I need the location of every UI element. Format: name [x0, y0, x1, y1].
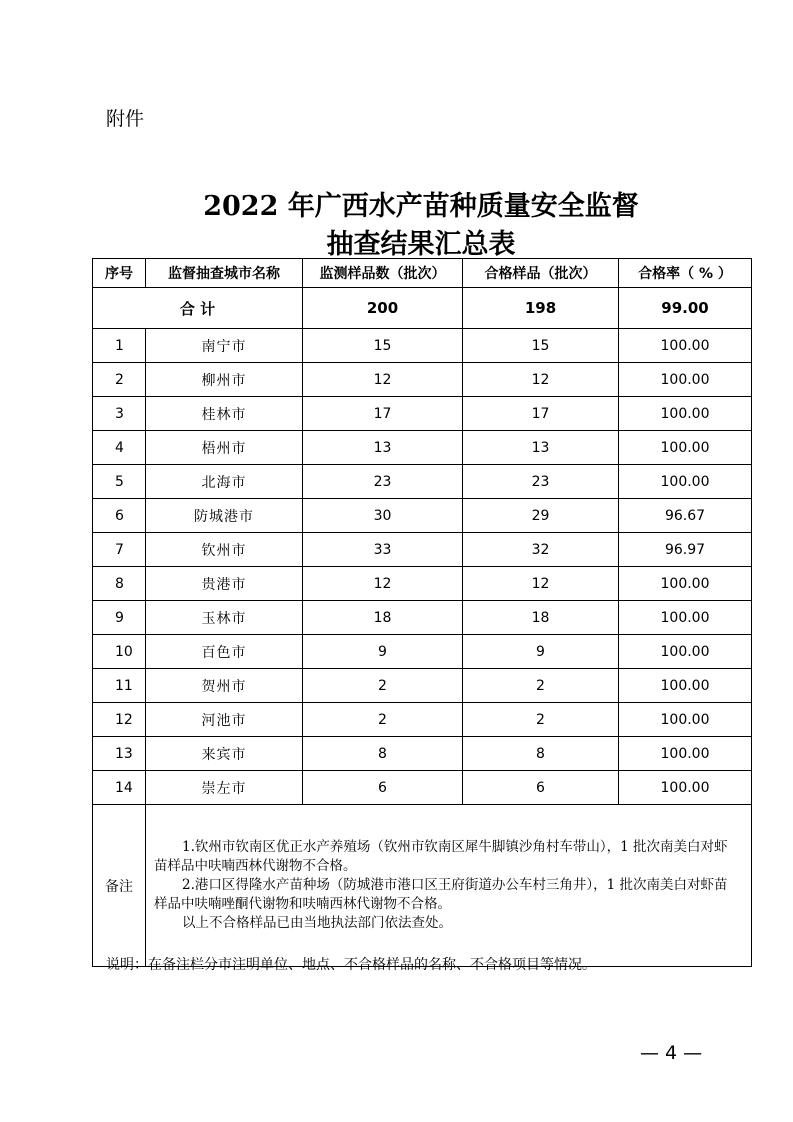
row-qualified: 18	[463, 601, 619, 635]
table-row	[93, 329, 752, 363]
row-samples: 12	[303, 363, 463, 397]
row-rate: 100.00	[619, 567, 752, 601]
row-qualified: 2	[463, 669, 619, 703]
table-row	[93, 669, 752, 703]
row-index: 2	[93, 363, 146, 397]
row-city: 玉林市	[146, 601, 303, 635]
remark-paragraph: 以上不合格样品已由当地执法部门依法查处。	[182, 915, 452, 931]
row-rate: 100.00	[619, 601, 752, 635]
table-row	[93, 465, 752, 499]
row-samples: 30	[303, 499, 463, 533]
row-rate: 100.00	[619, 363, 752, 397]
row-index: 7	[93, 533, 146, 567]
header-index: 序号	[93, 259, 146, 288]
row-rate: 100.00	[619, 669, 752, 703]
table-row	[93, 737, 752, 771]
row-samples: 9	[303, 635, 463, 669]
row-city: 百色市	[146, 635, 303, 669]
row-qualified: 15	[463, 329, 619, 363]
total-samples: 200	[303, 288, 463, 329]
row-samples: 6	[303, 771, 463, 805]
row-city: 来宾市	[146, 737, 303, 771]
remark-label: 备注	[93, 805, 146, 967]
row-index: 1	[93, 329, 146, 363]
row-samples: 23	[303, 465, 463, 499]
remark-content	[146, 805, 752, 967]
row-qualified: 13	[463, 431, 619, 465]
row-city: 防城港市	[146, 499, 303, 533]
row-qualified: 12	[463, 363, 619, 397]
table-row	[93, 499, 752, 533]
table-row	[93, 771, 752, 805]
row-rate: 100.00	[619, 397, 752, 431]
total-row	[93, 288, 752, 329]
row-samples: 33	[303, 533, 463, 567]
row-rate: 100.00	[619, 737, 752, 771]
row-index: 5	[93, 465, 146, 499]
row-index: 12	[93, 703, 146, 737]
row-index: 6	[93, 499, 146, 533]
row-samples: 2	[303, 703, 463, 737]
row-qualified: 2	[463, 703, 619, 737]
table-header-row	[93, 259, 752, 288]
table-row	[93, 635, 752, 669]
row-city: 北海市	[146, 465, 303, 499]
row-city: 柳州市	[146, 363, 303, 397]
row-samples: 2	[303, 669, 463, 703]
row-index: 14	[93, 771, 146, 805]
row-city: 崇左市	[146, 771, 303, 805]
document-title-line2: 抽查结果汇总表	[326, 229, 516, 260]
row-index: 8	[93, 567, 146, 601]
table-row	[93, 533, 752, 567]
row-qualified: 17	[463, 397, 619, 431]
row-samples: 13	[303, 431, 463, 465]
remark-paragraph: 1.钦州市钦南区优正水产养殖场（钦州市钦南区犀牛脚镇沙角村车带山），1 批次南美白对虾苗样品中呋喃西林代谢物不合格。	[154, 839, 728, 874]
total-label: 合 计	[93, 288, 303, 329]
row-index: 13	[93, 737, 146, 771]
row-rate: 100.00	[619, 771, 752, 805]
table-row	[93, 431, 752, 465]
row-qualified: 8	[463, 737, 619, 771]
total-rate: 99.00	[619, 288, 752, 329]
row-rate: 100.00	[619, 635, 752, 669]
row-qualified: 32	[463, 533, 619, 567]
row-index: 3	[93, 397, 146, 431]
table-row	[93, 601, 752, 635]
row-rate: 96.67	[619, 499, 752, 533]
row-index: 9	[93, 601, 146, 635]
table-row	[93, 397, 752, 431]
summary-table	[92, 258, 752, 967]
row-samples: 8	[303, 737, 463, 771]
explanation-note: 说明：在备注栏分市注明单位、地点、不合格样品的名称、不合格项目等情况。	[106, 957, 596, 973]
row-qualified: 23	[463, 465, 619, 499]
row-samples: 12	[303, 567, 463, 601]
row-city: 南宁市	[146, 329, 303, 363]
table-row	[93, 703, 752, 737]
header-rate: 合格率（ % ）	[619, 259, 752, 288]
row-rate: 100.00	[619, 703, 752, 737]
document-title-line1: 2022 年广西水产苗种质量安全监督	[203, 191, 639, 222]
remark-row	[93, 805, 752, 967]
row-rate: 100.00	[619, 329, 752, 363]
row-samples: 17	[303, 397, 463, 431]
row-index: 4	[93, 431, 146, 465]
row-qualified: 9	[463, 635, 619, 669]
attachment-label: 附件	[106, 108, 145, 130]
row-city: 贵港市	[146, 567, 303, 601]
row-city: 河池市	[146, 703, 303, 737]
row-qualified: 6	[463, 771, 619, 805]
row-rate: 100.00	[619, 431, 752, 465]
table-row	[93, 363, 752, 397]
row-index: 11	[93, 669, 146, 703]
row-qualified: 12	[463, 567, 619, 601]
page-number: — 4 —	[640, 1042, 703, 1064]
total-qualified: 198	[463, 288, 619, 329]
row-rate: 96.97	[619, 533, 752, 567]
row-samples: 18	[303, 601, 463, 635]
row-qualified: 29	[463, 499, 619, 533]
header-qualified: 合格样品（批次）	[463, 259, 619, 288]
remark-paragraph: 2.港口区得隆水产苗种场（防城港市港口区王府街道办公车村三角井），1 批次南美白对虾苗样品中呋喃唑酮代谢物和呋喃西林代谢物不合格。	[154, 877, 728, 912]
header-samples: 监测样品数（批次）	[303, 259, 463, 288]
row-city: 梧州市	[146, 431, 303, 465]
row-city: 钦州市	[146, 533, 303, 567]
header-city: 监督抽查城市名称	[146, 259, 303, 288]
row-city: 贺州市	[146, 669, 303, 703]
row-index: 10	[93, 635, 146, 669]
row-samples: 15	[303, 329, 463, 363]
row-rate: 100.00	[619, 465, 752, 499]
table-row	[93, 567, 752, 601]
row-city: 桂林市	[146, 397, 303, 431]
